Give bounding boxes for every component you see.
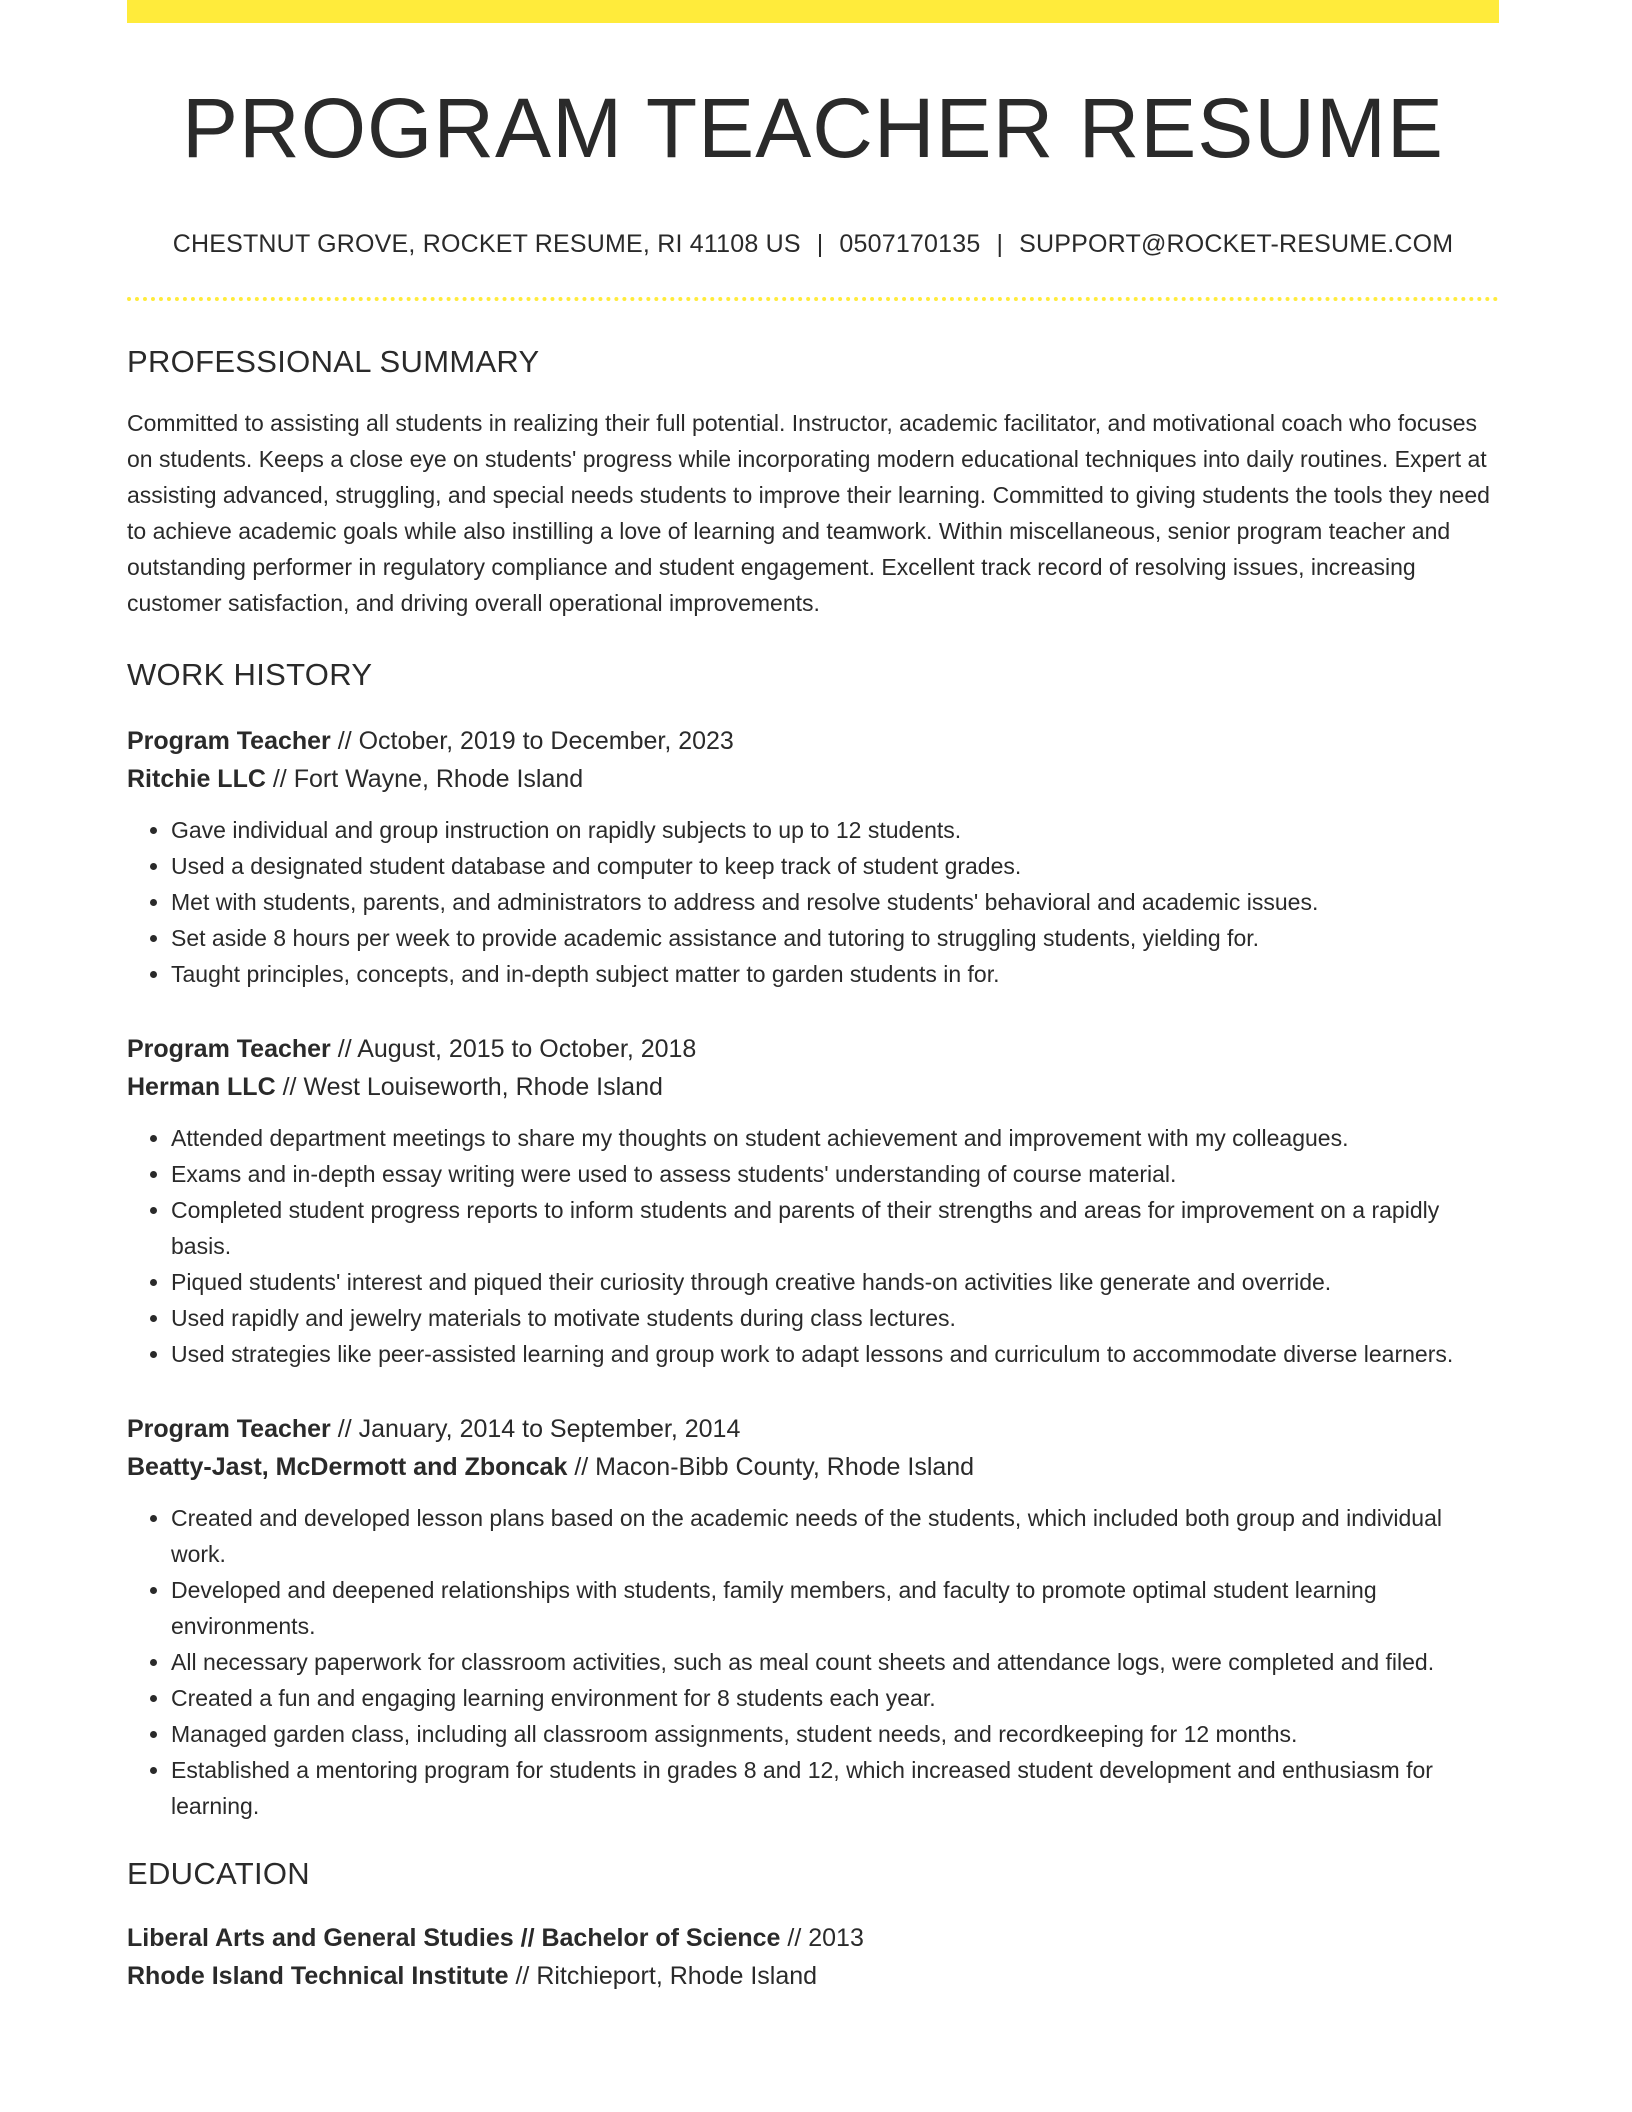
job-title: Program Teacher [127,1035,331,1063]
job-bullet: • Met with students, parents, and administrators to address and resolve students' behavioral and academic issues. [171,884,1499,920]
education-location: Ritchieport, Rhode Island [536,1962,818,1990]
job-bullet: • Piqued students' interest and piqued their curiosity through creative hands-on activities like generate and override. [171,1264,1499,1300]
job-bullet: • Gave individual and group instruction on rapidly subjects to up to 12 students. [171,812,1499,848]
job-bullet: • Managed garden class, including all classroom assignments, student needs, and recordkeeping for 12 months. [171,1716,1499,1752]
summary-text: Committed to assisting all students in realizing their full potential. Instructor, academic facilitator, and motivational coach who focuses on students. Keeps a close eye on students' progress while incorporating modern educational techniques into daily routines. Expert at assisting advanced, struggling, and special needs students to improve their learning. Committed to giving students the tools they need to achieve academic goals while also instilling a love of learning and teamwork. Within miscellaneous, senior program teacher and outstanding performer in regulatory compliance and student engagement. Excellent track record of resolving issues, increasing customer satisfaction, and driving overall operational improvements. [127,410,1490,616]
job-separator: // [275,1073,304,1101]
job-separator: // [330,1035,358,1063]
resume-page [127,0,1499,1995]
job-dates: August, 2015 to October, 2018 [357,1035,697,1063]
job-location: Fort Wayne, Rhode Island [293,765,584,793]
education-school: Rhode Island Technical Institute [127,1962,509,1990]
contact-info [127,232,1499,257]
job-title: Program Teacher [127,727,331,755]
education-entry [127,1919,1499,1995]
job-dates: October, 2019 to December, 2023 [358,727,734,755]
education-separator: // [508,1962,537,1990]
job-company-line [127,1448,1499,1486]
job-bullet: • All necessary paperwork for classroom activities, such as meal count sheets and attendance logs, were completed and filed. [171,1644,1499,1680]
job-bullet-list [127,1120,1499,1372]
education-year: 2013 [808,1924,864,1952]
job-bullet: • Exams and in-depth essay writing were used to assess students' understanding of course material. [171,1156,1499,1192]
job-bullet: • Developed and deepened relationships with students, family members, and faculty to promote optimal student learning environments. [171,1572,1499,1644]
job-bullet: • Used strategies like peer-assisted learning and group work to adapt lessons and curriculum to accommodate diverse learners. [171,1336,1499,1372]
education-heading: EDUCATION [127,1856,310,1891]
job-title-line [127,1030,1499,1068]
job-bullet: • Taught principles, concepts, and in-depth subject matter to garden students in for. [171,956,1499,992]
contact-separator: | [996,230,1004,258]
contact-address: CHESTNUT GROVE, ROCKET RESUME, RI 41108 US [172,230,801,258]
education-separator: // [780,1924,809,1952]
education-degree: Liberal Arts and General Studies // Bachelor of Science [127,1924,781,1952]
job-bullet: • Used a designated student database and computer to keep track of student grades. [171,848,1499,884]
job-company-line [127,760,1499,798]
header-divider [127,297,1499,301]
job-entry [127,1410,1499,1824]
job-bullet: • Set aside 8 hours per week to provide academic assistance and tutoring to struggling students, yielding for. [171,920,1499,956]
job-entry [127,1030,1499,1372]
resume-title: PROGRAM TEACHER RESUME [182,81,1444,175]
job-bullet: • Completed student progress reports to inform students and parents of their strengths and areas for improvement on a rapidly basis. [171,1192,1499,1264]
job-bullet: • Created a fun and engaging learning environment for 8 students each year. [171,1680,1499,1716]
contact-separator: | [816,230,824,258]
job-bullet: • Established a mentoring program for students in grades 8 and 12, which increased student development and enthusiasm for learning. [171,1752,1499,1824]
education-school-line [127,1957,1499,1995]
contact-phone: 0507170135 [839,230,981,258]
job-separator: // [330,727,359,755]
top-accent-bar [127,0,1499,23]
job-company: Ritchie LLC [127,765,266,793]
job-location: Macon-Bibb County, Rhode Island [595,1453,975,1481]
work-history-heading: WORK HISTORY [127,657,373,692]
job-separator: // [265,765,294,793]
job-company: Beatty-Jast, McDermott and Zboncak [127,1453,568,1481]
job-bullet: • Created and developed lesson plans based on the academic needs of the students, which included both group and individual work. [171,1500,1499,1572]
job-entry [127,722,1499,992]
job-title-line [127,1410,1499,1448]
job-bullet: • Attended department meetings to share my thoughts on student achievement and improvement with my colleagues. [171,1120,1499,1156]
job-dates: January, 2014 to September, 2014 [358,1415,741,1443]
job-company: Herman LLC [127,1073,276,1101]
education-degree-line [127,1919,1499,1957]
work-history-list [127,722,1499,1824]
contact-email: SUPPORT@ROCKET-RESUME.COM [1019,230,1454,258]
summary-heading: PROFESSIONAL SUMMARY [127,344,540,379]
job-location: West Louiseworth, Rhode Island [303,1073,663,1101]
job-separator: // [567,1453,596,1481]
job-separator: // [330,1415,359,1443]
job-bullet-list [127,812,1499,992]
job-company-line [127,1068,1499,1106]
job-bullet: • Used rapidly and jewelry materials to motivate students during class lectures. [171,1300,1499,1336]
job-title-line [127,722,1499,760]
job-title: Program Teacher [127,1415,331,1443]
job-bullet-list [127,1500,1499,1824]
